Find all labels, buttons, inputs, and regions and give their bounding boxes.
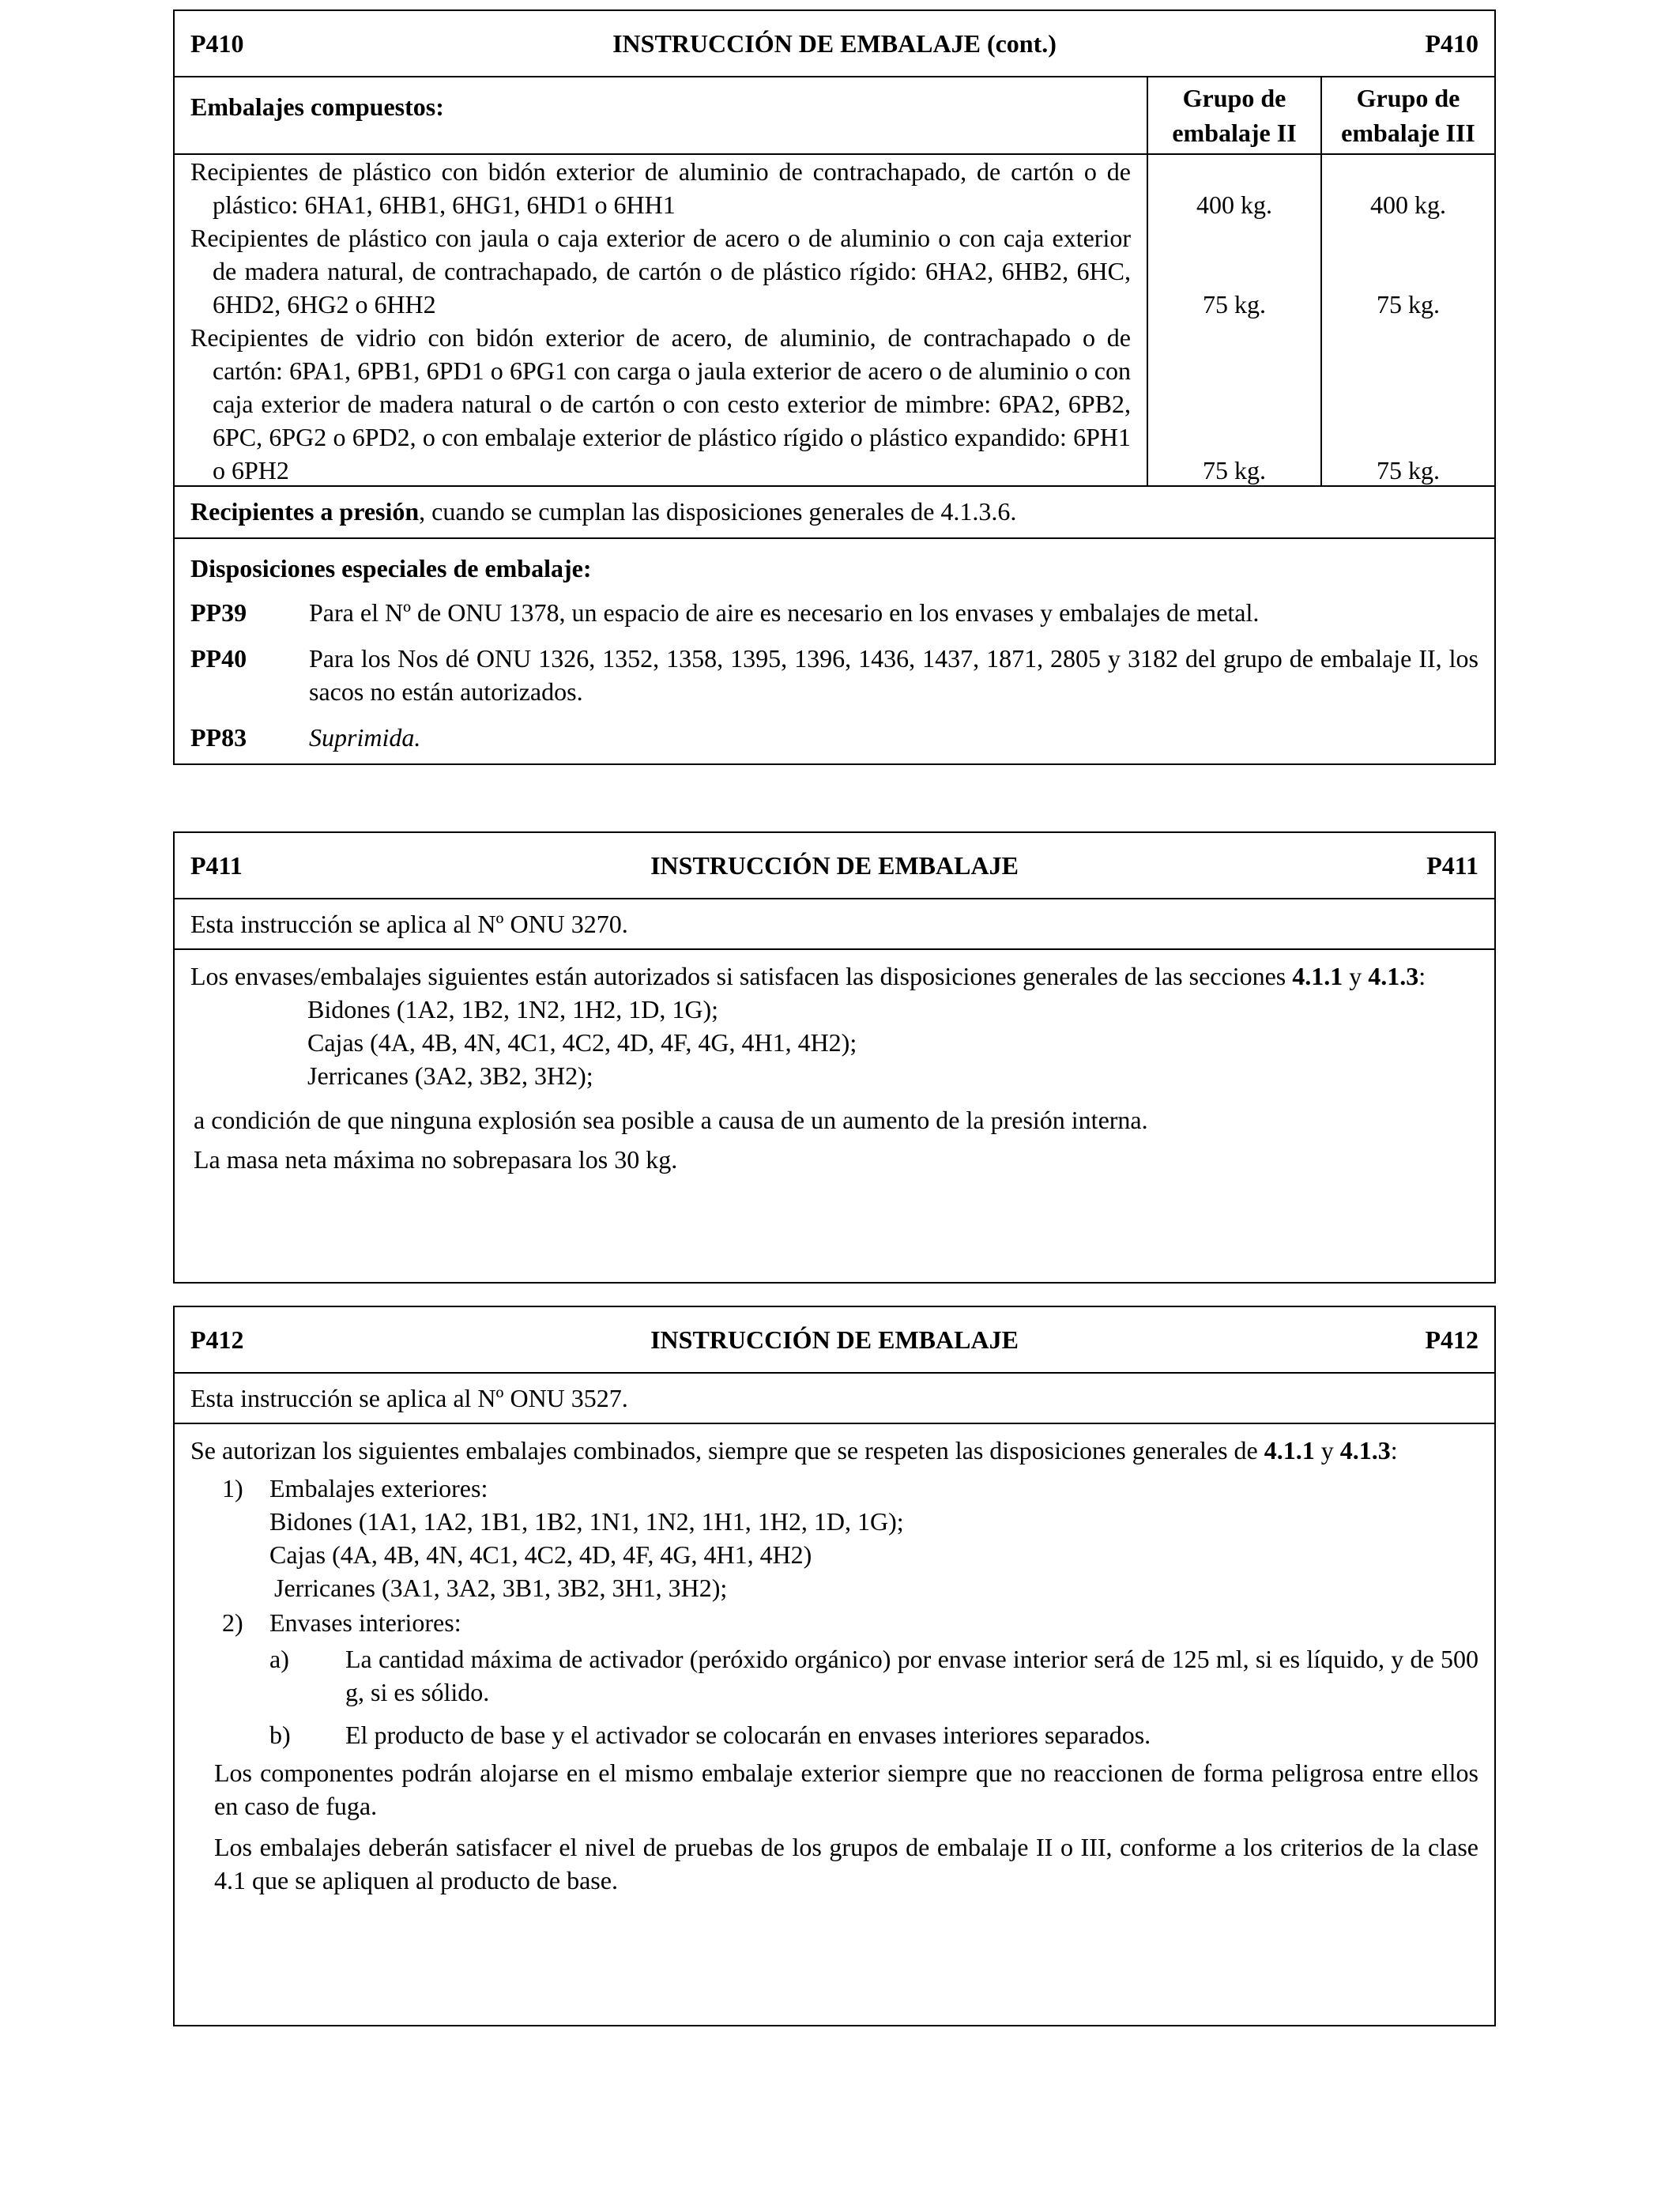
p410-table — [173, 9, 1496, 765]
p410-header — [175, 11, 1494, 77]
item-plastic-drum: Recipientes de plástico con bidón exterior de aluminio de contrachapado, de cartón o de plástico: 6HA1, 6HB1, 6HG1, 6HD1 o 6HH1 — [190, 157, 1131, 219]
pp83-row: PP83 Suprimida. — [190, 723, 421, 752]
list-item: Bidones (1A2, 1B2, 1N2, 1H2, 1D, 1G); — [307, 995, 718, 1023]
p411-condition: a condición de que ninguna explosión sea posible a causa de un aumento de la presión interna. — [194, 1106, 1148, 1134]
list-item: Jerricanes (3A1, 3A2, 3B1, 3B2, 3H1, 3H2); — [274, 1574, 728, 1602]
p411-code-left: P411 — [190, 851, 243, 880]
p411-intro: Los envases/embalajes siguientes están autorizados si satisfacen las disposiciones generales de las secciones 4.1.1 y 4.1.3: — [190, 962, 1426, 990]
list-item: Cajas (4A, 4B, 4N, 4C1, 4C2, 4D, 4F, 4G, 4H1, 4H2) — [269, 1540, 812, 1569]
p411-applies: Esta instrucción se aplica al Nº ONU 3270. — [175, 899, 1494, 950]
p412-applies: Esta instrucción se aplica al Nº ONU 3527. — [175, 1374, 1494, 1424]
inner-packagings-title: Envases interiores: — [269, 1608, 461, 1637]
list-item: Jerricanes (3A2, 3B2, 3H2); — [307, 1061, 593, 1090]
p410-items — [175, 155, 1494, 487]
item3-pg2: 75 kg. — [1203, 456, 1266, 484]
outer-packagings-title: Embalajes exteriores: — [269, 1474, 488, 1502]
p410-title: INSTRUCCIÓN DE EMBALAJE (cont.) — [612, 29, 1057, 58]
inner-packagings: 2) Envases interiores: a) La cantidad máxima de activador (peróxido orgánico) por envase interior será de 125 ml, si es líquido, y de 500 g, si es sólido. b) El producto de base y el activador se colocarán en envases interiores separados. — [190, 1606, 1478, 1751]
p412-intro: Se autorizan los siguientes embalajes combinados, siempre que se respeten las disposiciones generales de 4.1.1 y 4.1.3: — [190, 1436, 1398, 1465]
p410-code-right: P410 — [1425, 29, 1478, 58]
list-item: Cajas (4A, 4B, 4N, 4C1, 4C2, 4D, 4F, 4G, 4H1, 4H2); — [307, 1028, 857, 1057]
p411-code-right: P411 — [1426, 851, 1478, 880]
p411-packaging-list — [190, 993, 1478, 1092]
pp39-row: PP39 Para el Nº de ONU 1378, un espacio de aire es necesario en los envases y embalajes de metal. — [190, 598, 1260, 627]
packing-group-iii-header: Grupo de embalaje III — [1341, 84, 1475, 147]
item-plastic-crate: Recipientes de plástico con jaula o caja exterior de acero o de aluminio o con caja exterior de madera natural, de contrachapado, de cartón o de plástico rígido: 6HA2, 6HB2, 6HC, 6HD2, 6HG2 o 6HH2 — [190, 224, 1131, 319]
sub-item-b: b) El producto de base y el activador se colocarán en envases interiores separados. — [269, 1721, 1151, 1749]
item2-pg2: 75 kg. — [1203, 290, 1266, 319]
p410-code-left: P410 — [190, 29, 244, 58]
p412-code-left: P412 — [190, 1325, 244, 1354]
p411-mass: La masa neta máxima no sobrepasara los 30 kg. — [194, 1145, 678, 1174]
p412-para1: Los componentes podrán alojarse en el mismo embalaje exterior siempre que no reaccionen de forma peligrosa entre ellos en caso de fuga. — [214, 1759, 1478, 1820]
item3-pg3: 75 kg. — [1377, 456, 1440, 484]
pressure-receptacles-row — [175, 487, 1494, 539]
composite-label: Embalajes compuestos: — [190, 92, 444, 121]
packing-group-ii-header: Grupo de embalaje II — [1147, 77, 1322, 153]
outer-packagings: 1) Embalajes exteriores: Bidones (1A1, 1A2, 1B1, 1B2, 1N1, 1N2, 1H1, 1H2, 1D, 1G); Cajas (4A, 4B, 4N, 4C1, 4C2, 4D, 4F, 4G, 4H1, 4H2) Jerricanes (3A1, 3A2, 3B1, 3B2, 3H1, 3H2); — [190, 1472, 1478, 1604]
p410-column-headers — [175, 77, 1494, 155]
pp40-row: PP40 Para los Nos dé ONU 1326, 1352, 1358, 1395, 1396, 1436, 1437, 1871, 2805 y 3182 del grupo de embalaje II, los sacos no están autorizados. — [190, 644, 1478, 706]
list-item: Bidones (1A1, 1A2, 1B1, 1B2, 1N1, 1N2, 1H1, 1H2, 1D, 1G); — [269, 1507, 904, 1536]
p411-header — [175, 833, 1494, 899]
special-provisions — [175, 539, 1494, 763]
item1-pg3: 400 kg. — [1370, 190, 1446, 219]
p411-body — [175, 950, 1494, 1282]
sub-item-a: a) La cantidad máxima de activador (peróxido orgánico) por envase interior será de 125 ml, si es líquido, y de 500 g, si es sólido. — [269, 1645, 1478, 1706]
item2-pg3: 75 kg. — [1377, 290, 1440, 319]
p412-header — [175, 1307, 1494, 1374]
p412-code-right: P412 — [1425, 1325, 1478, 1354]
item1-pg2: 400 kg. — [1196, 190, 1272, 219]
item-glass: Recipientes de vidrio con bidón exterior de acero, de aluminio, de contrachapado o de cartón: 6PA1, 6PB1, 6PD1 o 6PG1 con carga o jaula exterior de acero o de aluminio o con caja exterior de madera natural o de cartón o con cesto exterior de mimbre: 6PA2, 6PB2, 6PC, 6PG2 o 6PD2, o con embalaje exterior de plástico rígido o plástico expandido: 6PH1 o 6PH2 — [190, 323, 1131, 484]
p412-table — [173, 1306, 1496, 2026]
p412-title: INSTRUCCIÓN DE EMBALAJE — [650, 1325, 1019, 1354]
pressure-rest: , cuando se cumplan las disposiciones generales de 4.1.3.6. — [419, 497, 1017, 526]
special-heading: Disposiciones especiales de embalaje: — [190, 554, 592, 582]
p412-para2: Los embalajes deberán satisfacer el nivel de pruebas de los grupos de embalaje II o III, conforme a los criterios de la clase 4.1 que se apliquen al producto de base. — [214, 1833, 1478, 1894]
pressure-bold: Recipientes a presión — [190, 497, 420, 526]
p411-table — [173, 831, 1496, 1284]
p411-title: INSTRUCCIÓN DE EMBALAJE — [650, 851, 1019, 880]
p412-body — [175, 1424, 1494, 2025]
